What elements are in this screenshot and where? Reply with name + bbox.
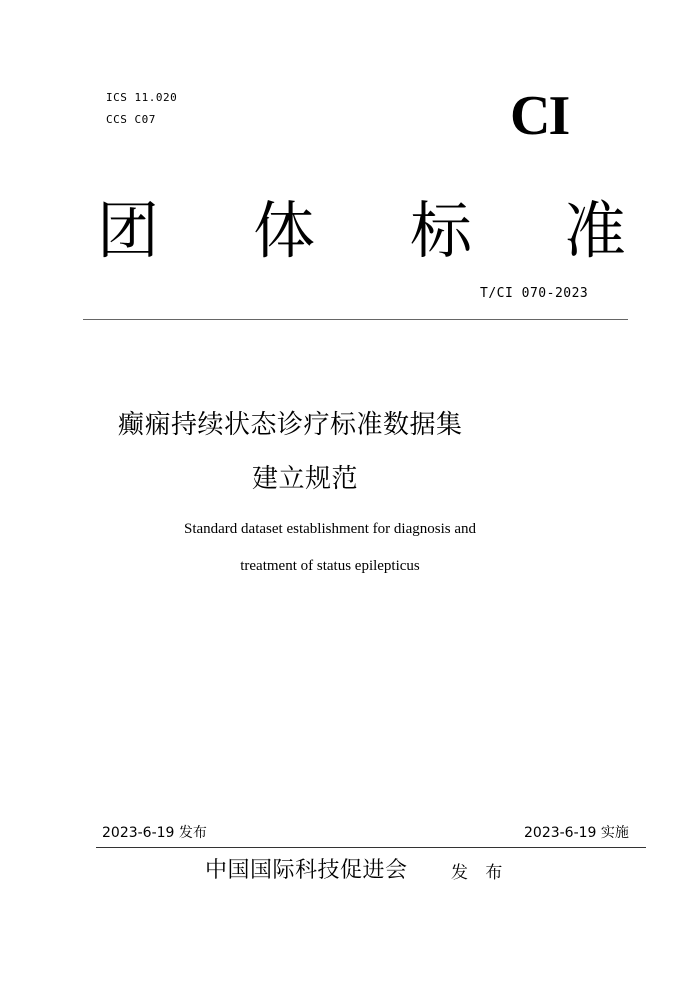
title-zh-line-1: 癫痫持续状态诊疗标准数据集 <box>118 410 463 440</box>
ci-logo: CI <box>510 85 569 147</box>
implement-date: 2023-6-19 实施 <box>524 825 629 841</box>
ccs-code: CCS C07 <box>106 113 156 126</box>
standard-type-char-2: 体 <box>253 194 316 267</box>
standard-number: T/CI 070-2023 <box>480 286 589 301</box>
standard-type-char-1: 团 <box>97 194 160 267</box>
title-zh-line-2: 建立规范 <box>252 464 359 494</box>
issuer-name: 中国国际科技促进会 <box>205 858 408 883</box>
top-divider <box>83 319 628 320</box>
standard-type-char-3: 标 <box>410 194 473 267</box>
title-en-line-1: Standard dataset establishment for diagnosis and <box>183 521 477 537</box>
bottom-divider <box>96 847 646 848</box>
publish-date: 2023-6-19 发布 <box>102 825 207 841</box>
standard-type-char-4: 准 <box>564 194 627 267</box>
issue-label: 发 布 <box>451 863 509 883</box>
ics-code: ICS 11.020 <box>106 91 178 104</box>
title-en-line-2: treatment of status epilepticus <box>240 558 420 574</box>
